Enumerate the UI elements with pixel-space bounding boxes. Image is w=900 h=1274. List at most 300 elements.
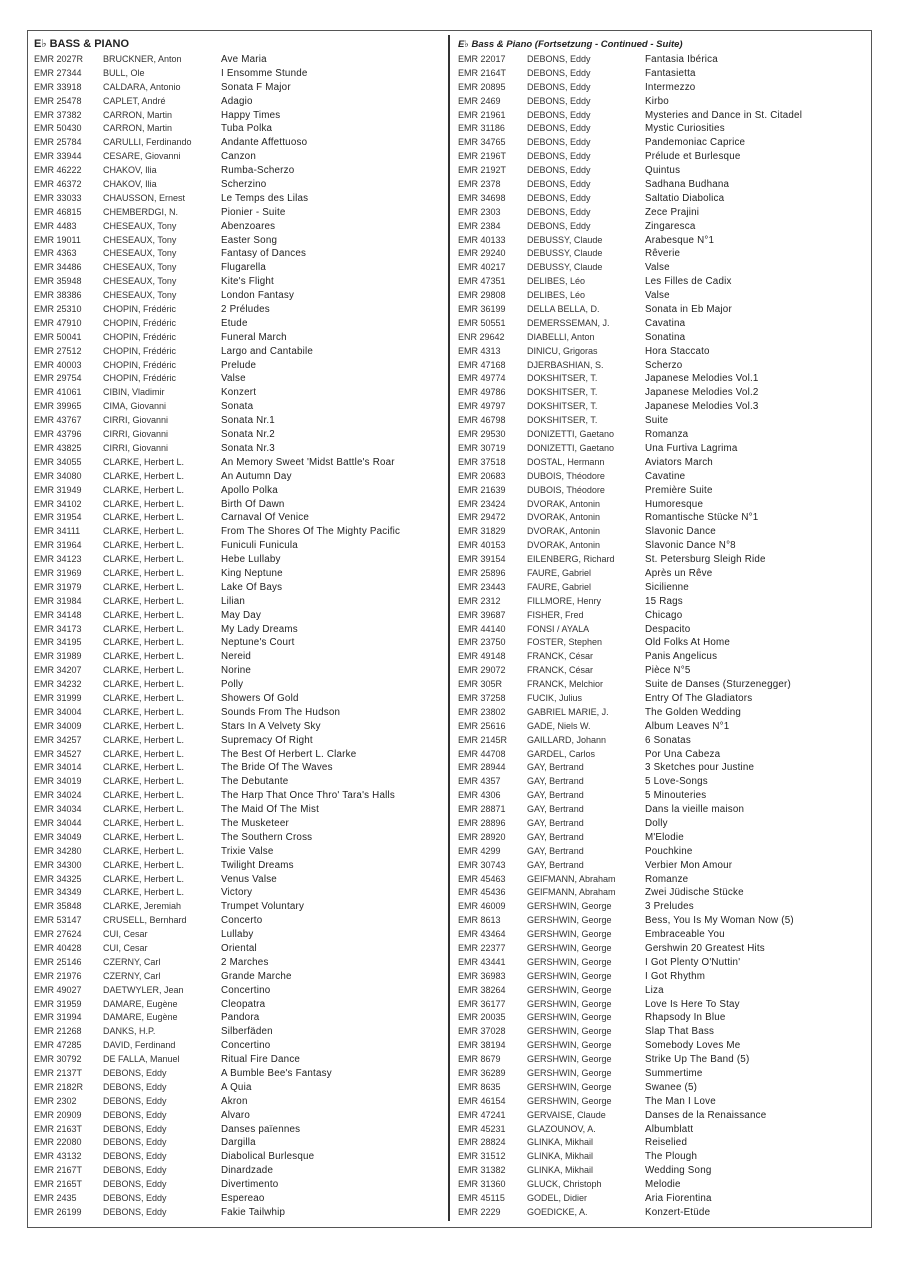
work-title: Japanese Melodies Vol.3 (645, 401, 759, 413)
composer-name: DEBONS, Eddy (527, 220, 591, 231)
catalog-number: EMR 40003 (34, 359, 82, 370)
catalog-number: EMR 40133 (458, 234, 506, 245)
composer-name: GERSHWIN, George (527, 1026, 612, 1037)
catalog-number: EMR 45436 (458, 887, 506, 898)
composer-name: DOKSHITSER, T. (527, 373, 598, 384)
catalog-entry (458, 331, 868, 345)
composer-name: DEBONS, Eddy (527, 179, 591, 190)
work-title: Tuba Polka (221, 123, 273, 135)
work-title: Flugarella (221, 262, 267, 274)
catalog-entry (34, 789, 444, 803)
catalog-entry (34, 178, 444, 192)
catalog-entry (458, 67, 868, 81)
work-title: Album Leaves N°1 (645, 720, 730, 732)
catalog-number: EMR 21961 (458, 109, 506, 120)
composer-name: CLARKE, Jeremiah (103, 901, 182, 912)
catalog-number: EMR 34232 (34, 679, 82, 690)
catalog-entry (458, 984, 868, 998)
catalog-number: EMR 43767 (34, 415, 82, 426)
catalog-number: EMR 46372 (34, 179, 82, 190)
catalog-number: EMR 31969 (34, 567, 82, 578)
composer-name: DEBONS, Eddy (103, 1165, 167, 1176)
composer-name: GAY, Bertrand (527, 762, 584, 773)
catalog-number: EMR 2303 (458, 206, 501, 217)
catalog-number: EMR 34034 (34, 804, 82, 815)
composer-name: DIABELLI, Anton (527, 331, 595, 342)
work-title: Pièce N°5 (645, 665, 691, 677)
catalog-entry (458, 845, 868, 859)
catalog-number: EMR 29808 (458, 290, 506, 301)
composer-name: DEBONS, Eddy (103, 1137, 167, 1148)
catalog-number: EMR 34123 (34, 554, 82, 565)
work-title: The Plough (645, 1151, 698, 1163)
work-title: Arabesque N°1 (645, 234, 715, 246)
catalog-number: EMR 31382 (458, 1165, 506, 1176)
composer-name: CHESEAUX, Tony (103, 234, 177, 245)
work-title: M'Elodie (645, 831, 684, 843)
catalog-entry (34, 428, 444, 442)
catalog-entry (34, 984, 444, 998)
work-title: Strike Up The Band (5) (645, 1054, 750, 1066)
work-title: Diabolical Burlesque (221, 1151, 315, 1163)
catalog-number: EMR 39154 (458, 554, 506, 565)
catalog-entry (458, 678, 868, 692)
catalog-entry (458, 1123, 868, 1137)
catalog-entry (34, 1039, 444, 1053)
catalog-entry (34, 748, 444, 762)
catalog-number: EMR 2165T (34, 1179, 83, 1190)
catalog-entry (34, 511, 444, 525)
catalog-number: EMR 2469 (458, 95, 501, 106)
catalog-entry (458, 1136, 868, 1150)
catalog-number: EMR 31994 (34, 1012, 82, 1023)
catalog-entry (34, 261, 444, 275)
catalog-number: EMR 2027R (34, 54, 84, 64)
catalog-number: EMR 23424 (458, 498, 506, 509)
composer-name: DVORAK, Antonin (527, 498, 601, 509)
catalog-entry (34, 609, 444, 623)
work-title: Somebody Loves Me (645, 1040, 741, 1052)
catalog-entry (34, 845, 444, 859)
composer-name: CARULLI, Ferdinando (103, 137, 192, 148)
composer-name: DUBOIS, Théodore (527, 484, 605, 495)
catalog-entry (34, 317, 444, 331)
composer-name: GLINKA, Mikhail (527, 1151, 594, 1162)
work-title: The Musketeer (221, 817, 289, 829)
composer-name: DELIBES, Léo (527, 290, 586, 301)
catalog-entry (34, 720, 444, 734)
work-title: Funeral March (221, 331, 287, 343)
catalog-number: EMR 2312 (458, 595, 501, 606)
column-divider (448, 35, 450, 1221)
catalog-entry (34, 1150, 444, 1164)
catalog-entry (458, 414, 868, 428)
composer-name: GERSHWIN, George (527, 929, 612, 940)
catalog-number: EMR 2229 (458, 1206, 501, 1217)
work-title: Valse (645, 290, 670, 302)
catalog-number: EMR 23443 (458, 581, 506, 592)
composer-name: DEBUSSY, Claude (527, 248, 603, 259)
catalog-entry (34, 525, 444, 539)
catalog-number: EMR 19011 (34, 234, 81, 245)
work-title: Sonata Nr.3 (221, 442, 275, 454)
catalog-number: EMR 31964 (34, 540, 82, 551)
composer-name: DAETWYLER, Jean (103, 984, 184, 995)
catalog-number: EMR 22017 (458, 54, 506, 64)
composer-name: DEBUSSY, Claude (527, 262, 603, 273)
work-title: Rhapsody In Blue (645, 1012, 726, 1024)
catalog-entry (458, 192, 868, 206)
catalog-number: EMR 37382 (34, 109, 82, 120)
composer-name: CUI, Cesar (103, 929, 148, 940)
composer-name: DAMARE, Eugène (103, 1012, 178, 1023)
catalog-entry (458, 206, 868, 220)
catalog-entry (34, 650, 444, 664)
work-title: Fantasy of Dances (221, 248, 307, 260)
catalog-number: EMR 2302 (34, 1095, 77, 1106)
composer-name: EILENBERG, Richard (527, 554, 615, 565)
catalog-column-right (458, 36, 868, 1220)
composer-name: GEIFMANN, Abraham (527, 873, 616, 884)
work-title: Suite de Danses (Sturzenegger) (645, 679, 791, 691)
work-title: Prélude et Burlesque (645, 151, 741, 163)
composer-name: CHOPIN, Frédéric (103, 331, 177, 342)
catalog-number: EMR 36983 (458, 970, 506, 981)
composer-name: GLAZOUNOV, A. (527, 1123, 596, 1134)
catalog-number: EMR 27624 (34, 929, 82, 940)
composer-name: CHAKOV, Ilia (103, 165, 157, 176)
catalog-entry (34, 136, 444, 150)
catalog-number: EMR 29472 (458, 512, 506, 523)
work-title: Sadhana Budhana (645, 179, 730, 191)
composer-name: FAURE, Gabriel (527, 567, 592, 578)
work-title: 6 Sonatas (645, 734, 691, 746)
work-title: Espereao (221, 1193, 265, 1205)
catalog-entry (34, 220, 444, 234)
work-title: Pandora (221, 1012, 260, 1024)
work-title: Funiculi Funicula (221, 540, 298, 552)
composer-name: DEBONS, Eddy (527, 206, 591, 217)
catalog-number: EMR 35848 (34, 901, 82, 912)
catalog-entry (458, 1011, 868, 1025)
catalog-number: EMR 34325 (34, 873, 82, 884)
work-title: Rumba-Scherzo (221, 165, 295, 177)
catalog-number: EMR 2167T (34, 1165, 83, 1176)
work-title: Albumblatt (645, 1123, 694, 1135)
catalog-entry (458, 1067, 868, 1081)
catalog-number: EMR 34102 (34, 498, 82, 509)
composer-name: DEBONS, Eddy (527, 151, 591, 162)
composer-name: CLARKE, Herbert L. (103, 651, 185, 662)
work-title: Twilight Dreams (221, 859, 294, 871)
work-title: Old Folks At Home (645, 637, 731, 649)
catalog-number: EMR 43464 (458, 929, 506, 940)
catalog-entry (458, 1192, 868, 1206)
catalog-entry (458, 956, 868, 970)
catalog-number: EMR 36199 (458, 304, 506, 315)
composer-name: DEBONS, Eddy (527, 54, 591, 64)
catalog-number: EMR 47351 (458, 276, 506, 287)
composer-name: GLUCK, Christoph (527, 1179, 602, 1190)
work-title: Victory (221, 887, 253, 899)
catalog-list (34, 53, 444, 1220)
composer-name: CHOPIN, Frédéric (103, 359, 177, 370)
composer-name: DVORAK, Antonin (527, 540, 601, 551)
catalog-entry (34, 803, 444, 817)
catalog-number: EMR 28824 (458, 1137, 506, 1148)
work-title: Alvaro (221, 1109, 250, 1121)
catalog-number: EMR 53147 (34, 915, 82, 926)
work-title: 5 Minouteries (645, 790, 707, 802)
composer-name: DEBONS, Eddy (527, 165, 591, 176)
catalog-number: EMR 45115 (458, 1193, 505, 1204)
catalog-entry (34, 95, 444, 109)
catalog-entry (34, 664, 444, 678)
catalog-number: EMR 45231 (458, 1123, 506, 1134)
composer-name: GERSHWIN, George (527, 1095, 612, 1106)
catalog-number: EMR 33918 (34, 81, 82, 92)
catalog-entry (34, 928, 444, 942)
work-title: Divertimento (221, 1179, 279, 1191)
composer-name: DE FALLA, Manuel (103, 1054, 180, 1065)
composer-name: DEBONS, Eddy (527, 192, 591, 203)
work-title: Melodie (645, 1179, 681, 1191)
work-title: Zwei Jüdische Stücke (645, 887, 744, 899)
composer-name: FRANCK, César (527, 665, 594, 676)
catalog-entry (458, 1109, 868, 1123)
composer-name: GERSHWIN, George (527, 998, 612, 1009)
work-title: Entry Of The Gladiators (645, 692, 753, 704)
catalog-number: EMR 34300 (34, 859, 82, 870)
catalog-entry (458, 636, 868, 650)
catalog-number: EMR 2137T (34, 1068, 83, 1079)
catalog-entry (34, 761, 444, 775)
work-title: Intermezzo (645, 81, 696, 93)
composer-name: GERSHWIN, George (527, 1068, 612, 1079)
catalog-number: EMR 36177 (458, 998, 506, 1009)
composer-name: FILLMORE, Henry (527, 595, 602, 606)
catalog-number: EMR 34024 (34, 790, 82, 801)
catalog-number: EMR 33033 (34, 192, 82, 203)
work-title: Rêverie (645, 248, 681, 260)
composer-name: GAY, Bertrand (527, 804, 584, 815)
work-title: Japanese Melodies Vol.1 (645, 373, 759, 385)
work-title: Concerto (221, 915, 263, 927)
composer-name: CLARKE, Herbert L. (103, 595, 185, 606)
catalog-column-left (34, 36, 444, 1220)
composer-name: GERVAISE, Claude (527, 1109, 606, 1120)
work-title: Trumpet Voluntary (221, 901, 305, 913)
composer-name: BRUCKNER, Anton (103, 54, 182, 64)
catalog-number: EMR 37258 (458, 692, 506, 703)
catalog-number: EMR 40217 (458, 262, 506, 273)
catalog-number: EMR 2384 (458, 220, 501, 231)
catalog-number: EMR 2182R (34, 1081, 84, 1092)
catalog-number: EMR 2378 (458, 179, 501, 190)
catalog-entry (34, 386, 444, 400)
composer-name: GAY, Bertrand (527, 859, 584, 870)
composer-name: FISHER, Fred (527, 609, 584, 620)
catalog-entry (34, 886, 444, 900)
work-title: May Day (221, 609, 262, 621)
catalog-entry (34, 734, 444, 748)
catalog-entry (458, 261, 868, 275)
work-title: Easter Song (221, 234, 278, 246)
composer-name: CLARKE, Herbert L. (103, 498, 185, 509)
catalog-entry (458, 914, 868, 928)
composer-name: GERSHWIN, George (527, 1040, 612, 1051)
catalog-number: EMR 30792 (34, 1054, 82, 1065)
work-title: Dans la vieille maison (645, 804, 745, 816)
composer-name: DELIBES, Léo (527, 276, 586, 287)
work-title: Cavatine (645, 470, 686, 482)
catalog-number: EMR 2164T (458, 67, 507, 78)
work-title: Danses de la Renaissance (645, 1109, 767, 1121)
catalog-entry (34, 192, 444, 206)
catalog-number: EMR 39965 (34, 401, 82, 412)
catalog-number: EMR 31949 (34, 484, 82, 495)
catalog-entry (34, 623, 444, 637)
work-title: Pionier - Suite (221, 206, 286, 218)
catalog-entry (34, 831, 444, 845)
composer-name: CARRON, Martin (103, 123, 173, 134)
composer-name: CLARKE, Herbert L. (103, 845, 185, 856)
work-title: Pandemoniac Caprice (645, 137, 746, 149)
work-title: Humoresque (645, 498, 704, 510)
catalog-number: EMR 4483 (34, 220, 77, 231)
work-title: 3 Sketches pour Justine (645, 762, 755, 774)
work-title: The Golden Wedding (645, 706, 742, 718)
catalog-number: EMR 28871 (458, 804, 506, 815)
composer-name: CLARKE, Herbert L. (103, 776, 185, 787)
catalog-entry (458, 553, 868, 567)
catalog-entry (458, 400, 868, 414)
composer-name: CLARKE, Herbert L. (103, 623, 185, 634)
composer-name: GAY, Bertrand (527, 790, 584, 801)
catalog-entry (34, 900, 444, 914)
work-title: Zece Prajini (645, 206, 700, 218)
work-title: Lullaby (221, 929, 254, 941)
catalog-number: EMR 34014 (34, 762, 82, 773)
catalog-entry (458, 484, 868, 498)
composer-name: GERSHWIN, George (527, 1054, 612, 1065)
composer-name: GERSHWIN, George (527, 984, 612, 995)
catalog-entry (34, 706, 444, 720)
composer-name: CLARKE, Herbert L. (103, 609, 185, 620)
catalog-number: EMR 34195 (34, 637, 82, 648)
work-title: My Lady Dreams (221, 623, 298, 635)
composer-name: DEBONS, Eddy (527, 81, 591, 92)
catalog-entry (34, 206, 444, 220)
catalog-number: EMR 34765 (458, 137, 506, 148)
work-title: Cleopatra (221, 998, 266, 1010)
composer-name: CIRRI, Giovanni (103, 429, 169, 440)
composer-name: GAY, Bertrand (527, 817, 584, 828)
work-title: Fantasia Ibérica (645, 54, 718, 65)
catalog-entry (34, 456, 444, 470)
catalog-entry (34, 484, 444, 498)
composer-name: DVORAK, Antonin (527, 526, 601, 537)
catalog-entry (458, 1178, 868, 1192)
catalog-entry (458, 456, 868, 470)
work-title: Panis Angelicus (645, 651, 718, 663)
catalog-entry (458, 803, 868, 817)
work-title: St. Petersburg Sleigh Ride (645, 554, 766, 566)
catalog-number: EMR 2145R (458, 734, 508, 745)
work-title: I Ensomme Stunde (221, 67, 308, 79)
work-title: Sonata Nr.2 (221, 429, 275, 441)
composer-name: CLARKE, Herbert L. (103, 679, 185, 690)
catalog-number: EMR 25146 (34, 956, 82, 967)
composer-name: DEBONS, Eddy (103, 1206, 167, 1217)
catalog-entry (458, 692, 868, 706)
catalog-number: EMR 38194 (458, 1040, 506, 1051)
work-title: Sicilienne (645, 581, 689, 593)
catalog-entry (458, 900, 868, 914)
catalog-entry (458, 831, 868, 845)
catalog-number: EMR 34019 (34, 776, 82, 787)
catalog-number: EMR 34148 (34, 609, 82, 620)
work-title: Liza (645, 984, 664, 996)
catalog-entry (34, 53, 444, 67)
catalog-entry (34, 1025, 444, 1039)
catalog-number: EMR 31984 (34, 595, 82, 606)
catalog-number: EMR 34044 (34, 817, 82, 828)
catalog-entry (34, 81, 444, 95)
catalog-number: EMR 31959 (34, 998, 82, 1009)
catalog-entry (458, 345, 868, 359)
composer-name: CZERNY, Carl (103, 956, 161, 967)
catalog-entry (458, 1206, 868, 1220)
catalog-entry (458, 873, 868, 887)
catalog-entry (34, 303, 444, 317)
composer-name: CLARKE, Herbert L. (103, 567, 185, 578)
catalog-entry (458, 359, 868, 373)
catalog-number: EMR 31512 (458, 1151, 506, 1162)
catalog-number: EMR 49027 (34, 984, 82, 995)
catalog-entry (458, 1039, 868, 1053)
composer-name: DEBONS, Eddy (103, 1081, 167, 1092)
catalog-number: EMR 20035 (458, 1012, 506, 1023)
work-title: 2 Marches (221, 956, 269, 968)
catalog-entry (458, 970, 868, 984)
catalog-number: EMR 43796 (34, 429, 82, 440)
catalog-number: EMR 34207 (34, 665, 82, 676)
work-title: Por Una Cabeza (645, 748, 721, 760)
catalog-number: EMR 31954 (34, 512, 82, 523)
work-title: Gershwin 20 Greatest Hits (645, 943, 765, 954)
catalog-number: EMR 34349 (34, 887, 82, 898)
work-title: Konzert (221, 387, 257, 399)
work-title: Love Is Here To Stay (645, 998, 740, 1010)
work-title: Kirbo (645, 95, 669, 107)
composer-name: CLARKE, Herbert L. (103, 554, 185, 565)
catalog-entry (34, 1136, 444, 1150)
catalog-number: EMR 34257 (34, 734, 82, 745)
catalog-number: EMR 40153 (458, 540, 506, 551)
catalog-entry (34, 1192, 444, 1206)
composer-name: DEBONS, Eddy (527, 95, 591, 106)
work-title: London Fantasy (221, 290, 295, 302)
catalog-number: EMR 31989 (34, 651, 82, 662)
work-title: The Harp That Once Thro' Tara's Halls (221, 790, 395, 802)
composer-name: CHAKOV, Ilia (103, 179, 157, 190)
work-title: Suite (645, 415, 669, 427)
composer-name: CAPLET, André (103, 95, 166, 106)
catalog-entry (458, 748, 868, 762)
catalog-number: EMR 46798 (458, 415, 506, 426)
work-title: The Southern Cross (221, 831, 313, 843)
